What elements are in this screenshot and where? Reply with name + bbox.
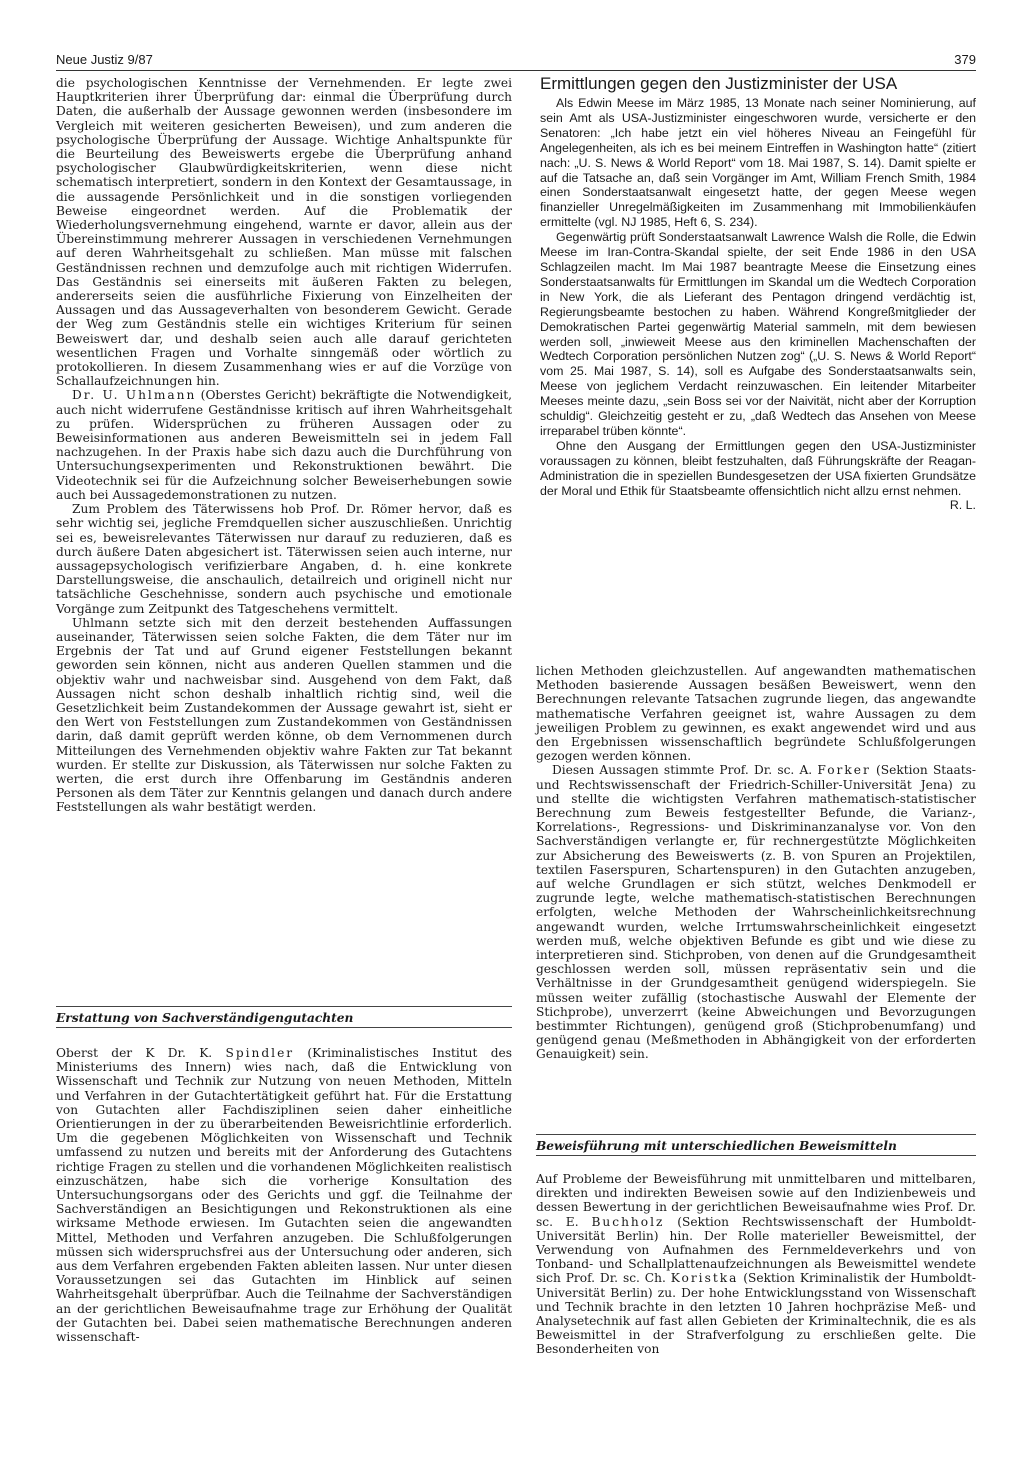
paragraph: Dr. U. Uhlmann (Oberstes Gericht) bekräftigte die Notwendigkeit, auch nicht widerrufene Geständnisse kritisch auf ihren Wahrheitsgehalt zu prüfen. Widersprüchen zu früheren Aussagen oder zu Beweisinformationen aus anderen Beweismitteln sei in jedem Fall nachzugehen. In der Praxis habe sich dazu auch die Durchführung von Untersuchungsexperimenten und Rekonstruktionen bewährt. Die Videotechnik sei für die Aufzeichnung solcher Beweiserhebungen sowie auch bei Aussagedemonstrationen zu nutzen. [56, 388, 512, 502]
section-rule [536, 1155, 976, 1156]
paragraph: Auf Probleme der Beweisführung mit unmittelbaren und mittelbaren, direkten und indirekten Beweisen sowie auf den Indizienbeweis und dessen Bewertung in der gerichtlichen Beweisaufnahme wies Prof. Dr. sc. E. Buchholz (Sektion Rechtswissenschaft der Humboldt-Universität Berlin) hin. Der Rolle materieller Beweismittel, der Verwendung von Aufnahmen des Fernmeldeverkehrs und von Tonband- und Schallplattenaufzeichnungen als Beweismittel wendete sich Prof. Dr. sc. Ch. Koristka (Sektion Kriminalistik der Humboldt-Universität Berlin) zu. Der hohe Entwicklungsstand von Wissenschaft und Technik brachte in den letzten 10 Jahren hochpräzise Meß- und Analysetechnik auf fast allen Gebieten der Kriminaltechnik, die es als Beweismittel in der Strafverfolgung zu erschließen gelte. Die Besonderheiten von [536, 1172, 976, 1357]
paragraph: Zum Problem des Täterwissens hob Prof. Dr. Römer hervor, daß es sehr wichtig sei, jegliche Fremdquellen sicher auszuschließen. Unrichtig sei es, beweisrelevantes Täterwissen nur darauf zu reduzieren, daß es durch äußere Daten abgesichert ist. Täterwissen seien auch interne, nur aussagepsychologisch verifizierbare Angaben, d. h. eine konkrete Darstellungsweise, die anschaulich, detailreich und originell nicht nur tatsächliche Geschehnisse, sondern auch psychische und emotionale Vorgänge zum Zeitpunkt des Tatgeschehens vermittelt. [56, 502, 512, 616]
speaker-name: Koristka [670, 1271, 739, 1286]
right-column [536, 664, 976, 1062]
paragraph: die psychologischen Kenntnisse der Vernehmenden. Er legte zwei Hauptkriterien ihrer Überprüfung dar: einmal die Überprüfung durch Daten, die außerhalb der Aussage gewonnen werden (insbesondere im Vergleich mit weiteren gesicherten Beweisen), und zum anderen die psychologische Überprüfung der Aussage. Wichtige Anhaltspunkte für die Beurteilung des Beweiswerts ergebe die Überprüfung anhand psychologischer Glaubwürdigkeitskriterien, wenn diese nicht schematisch interpretiert, sondern in den Kontext der Gesamtaussage, in die aussagende Persönlichkeit und in die sonstigen vorliegenden Beweise eingeordnet werden. Auf die Problematik der Wiederholungsvernehmung eingehend, warnte er davor, allein aus der Übereinstimmung mehrerer Aussagen in verschiedenen Vernehmungen auf deren Wahrheitsgehalt zu schließen. Man müsse mit falschen Geständnissen rechnen und demzufolge auch mit richtigen Widerrufen. Das Geständnis sei einerseits mit äußeren Fakten zu belegen, andererseits seien die ausführliche Fixierung von Einzelheiten der Aussagen und das Aussageverhalten von besonderem Gewicht. Gerade der Weg zum Geständnis stelle ein wichtiges Kriterium für seinen Beweiswert dar, und deshalb seien auch alle darauf gerichteten wesentlichen Fragen und Vorhalte sinngemäß oder wörtlich zu protokollieren. In diesem Zusammenhang wies er auf die Vorzüge von Schallaufzeichnungen hin. [56, 76, 512, 389]
paragraph: Gegenwärtig prüft Sonderstaatsanwalt Lawrence Walsh die Rolle, die Edwin Meese im Iran-Contra-Skandal spielte, der seit Ende 1986 in den USA Schlagzeilen macht. Im Mai 1987 beantragte Meese die Einsetzung eines Sonderstaatsanwalts für Ermittlungen im Skandal um die Wedtech Corporation in New York, die als Lieferant des Pentagon dringend verdächtig ist, Regierungsbeamte bestochen zu haben. Während Kongreßmitglieder der Demokratischen Partei gegenwärtig Material sammeln, mit dem bewiesen werden soll, „inwieweit Meese aus den kriminellen Machenschaften der Wedtech Corporation persönlichen Nutzen zog“ („U. S. News & World Report“ vom 25. Mai 1987, S. 14), soll es Aufgabe des Sonderstaatsanwalts sein, Meese von jeglichem Verdacht reinzuwaschen. Ein leitender Mitarbeiter Meeses meinte dazu, „sein Boss sei vor der Naivität, nicht aber der Korruption schuldig“. Gleichzeitig gesteht er zu, „daß Wedtech das Ansehen von Meese irreparabel trüben könnte“. [540, 230, 976, 438]
left-column [56, 76, 512, 815]
section-heading-beweisfuehrung: Beweisführung mit unterschiedlichen Beweismitteln [536, 1134, 976, 1156]
section-heading-gutachten: Erstattung von Sachverständigengutachten [56, 1006, 512, 1028]
paragraph: Diesen Aussagen stimmte Prof. Dr. sc. A. Forker (Sektion Staats- und Rechtswissenschaft der Friedrich-Schiller-Universität Jena) zu und stellte die wichtigsten Verfahren mathematisch-statistischer Berechnung zum Beweis festgestellter Befunde, die Varianz-, Korrelations-, Regressions- und Diskriminanzanalyse vor. Von den Sachverständigen verlangte er, für rechnergestützte Möglichkeiten zur Absicherung des Beweiswerts (z. B. von Spuren an Projektilen, textilen Faserspuren, Schartenspuren) in den Gutachten anzugeben, auf welche Grundlagen er sich stützt, welches Denkmodell er zugrunde legte, welche mathematisch-statistischen Berechnungen erfolgten, welche Methoden der Wahrscheinlichkeitsrechnung angewandt wurden, welche Irrtumswahrscheinlichkeit eingesetzt werden muß, welche objektiven Befunde es gibt und wie diese zu interpretieren sind. Stichproben, von denen auf die Grundgesamtheit geschlossen werden soll, müssen repräsentativ sein und die Verhältnisse in der Grundgesamtheit genügend widerspiegeln. Sie müssen weiter zufällig (stochastische Auswahl der Elemente der Stichprobe), unverzerrt (keine Abweichungen und Bevorzugungen bestimmter Richtungen), genügend groß (Stichprobenumfang) und genügend genau (Meßmethoden in Abhängigkeit von der erforderten Genauigkeit) sein. [536, 763, 976, 1062]
paragraph: Oberst der K Dr. K. Spindler (Kriminalistisches Institut des Ministeriums des Innern) wies nach, daß die Entwicklung von Wissenschaft und Technik zur Nutzung von neuen Methoden, Mitteln und Verfahren in der Gutachtertätigkeit geführt hat. Für die Erstattung von Gutachten aller Fachdisziplinen seien daher einheitliche Orientierungen in der zu überarbeitenden Beweisrichtlinie erforderlich. Um die gegebenen Möglichkeiten von Wissenschaft und Technik umfassend zu nutzen und bereits mit der Anforderung des Gutachtens richtige Fragen zu stellen und die vorhandenen Möglichkeiten realistisch einzuschätzen, habe sich die vorherige Konsultation des Untersuchungsorgans oder des Gerichts und ggf. die Teilnahme der Sachverständigen an Besichtigungen und Rekonstruktionen als eine wirksame Methode erwiesen. Im Gutachten seien die angewandten Mittel, Methoden und Verfahren anzugeben. Die Schlußfolgerungen müssen sich widerspruchsfrei aus der Untersuchung oder anderen, sich aus dem Verfahren ergebenden Fakten ableiten lassen. Nur unter diesen Voraussetzungen sei das Gutachten im Hinblick auf seinen Wahrheitsgehalt überprüfbar. Auch die Teilnahme der Sachverständigen an der gerichtlichen Beweisaufnahme trage zur Erhöhung der Qualität der Gutachten bei. Dabei seien mathematische Berechnungen anderen wissenschaft- [56, 1046, 512, 1345]
author-signature: R. L. [949, 498, 976, 513]
left-column-lower [56, 1046, 512, 1344]
page-number: 379 [954, 52, 976, 67]
paragraph: Als Edwin Meese im März 1985, 13 Monate nach seiner Nominierung, auf sein Amt als USA-Justizminister eingeschworen wurde, versicherte er den Senatoren: „Ich habe jetzt ein viel höheres Niveau an Feingefühl für Angelegenheiten, als ich es bei meinem Eintreffen in Washington hatte“ (zitiert nach: „U. S. News & World Report“ vom 18. Mai 1987, S. 14). Damit spielte er auf die Tatsache an, daß sein Vorgänger im Amt, William French Smith, 1984 einen Sonderstaatsanwalt eingesetzt hatte, der gegen Meese wegen finanzieller Unregelmäßigkeiten im Zusammenhang mit Immobilienkäufen ermittelte (vgl. NJ 1985, Heft 6, S. 234). [540, 96, 976, 230]
speaker-name: Forker [817, 763, 871, 778]
page-header [56, 52, 976, 72]
speaker-name: Spindler [225, 1046, 295, 1060]
journal-issue: Neue Justiz 9/87 [56, 52, 153, 67]
speaker-name: Buchholz [591, 1214, 665, 1229]
paragraph: lichen Methoden gleichzustellen. Auf angewandten mathematischen Methoden basierende Aussagen besäßen Beweiswert, wenn den Berechnungen relevante Tatsachen zugrunde liegen, das angewandte mathematische Verfahren geeignet ist, wahre Aussagen zu dem jeweiligen Problem zu gewinnen, es exakt angewendet wird und aus den Ergebnissen wissenschaftlich begründete Schlußfolgerungen gezogen werden können. [536, 664, 976, 764]
box-article-title: Ermittlungen gegen den Justizminister der USA [540, 74, 898, 93]
paragraph: Uhlmann setzte sich mit den derzeit bestehenden Auffassungen auseinander, Täterwissen seien solche Fakten, die dem Täter nur im Ergebnis der Tat und auf Grund eigener Feststellungen bekannt geworden sein können, nicht aus anderen Quellen stammen und die objektiv wahr und nachweisbar sind. Ausgehend von dem Fakt, daß Aussagen nicht schon deshalb inhaltlich richtig sind, weil die Gesetzlichkeit beim Zustandekommen der Aussage gewahrt ist, sieht er den Wert von Feststellungen zum Zustandekommen von Geständnissen darin, daß damit geprüft werden könne, ob dem Vernommenen durch Mitteilungen des Vernehmenden objektiv wahre Fakten zur Tat bekannt wurden. Er stellte zur Diskussion, als Täterwissen nur solche Fakten zu werten, die erst durch ihre Offenbarung im Geständnis anderen Personen als dem Täter zur Kenntnis gelangen und danach durch andere Feststellungen als wahr bestätigt werden. [56, 615, 512, 815]
right-column-lower [536, 1172, 976, 1357]
paragraph: Ohne den Ausgang der Ermittlungen gegen den USA-Justizminister voraussagen zu können, bleibt festzuhalten, daß Führungskräfte der Reagan-Administration die in speziellen Bundesgesetzen der USA fixierten Grundsätze der Moral und Ethik für Staatsbeamte offensichtlich nicht allzu ernst nehmen. [540, 438, 976, 498]
section-rule [56, 1027, 512, 1028]
box-article [540, 96, 976, 513]
header-rule [56, 70, 976, 71]
speaker-name: Dr. U. Uhlmann [72, 388, 197, 403]
